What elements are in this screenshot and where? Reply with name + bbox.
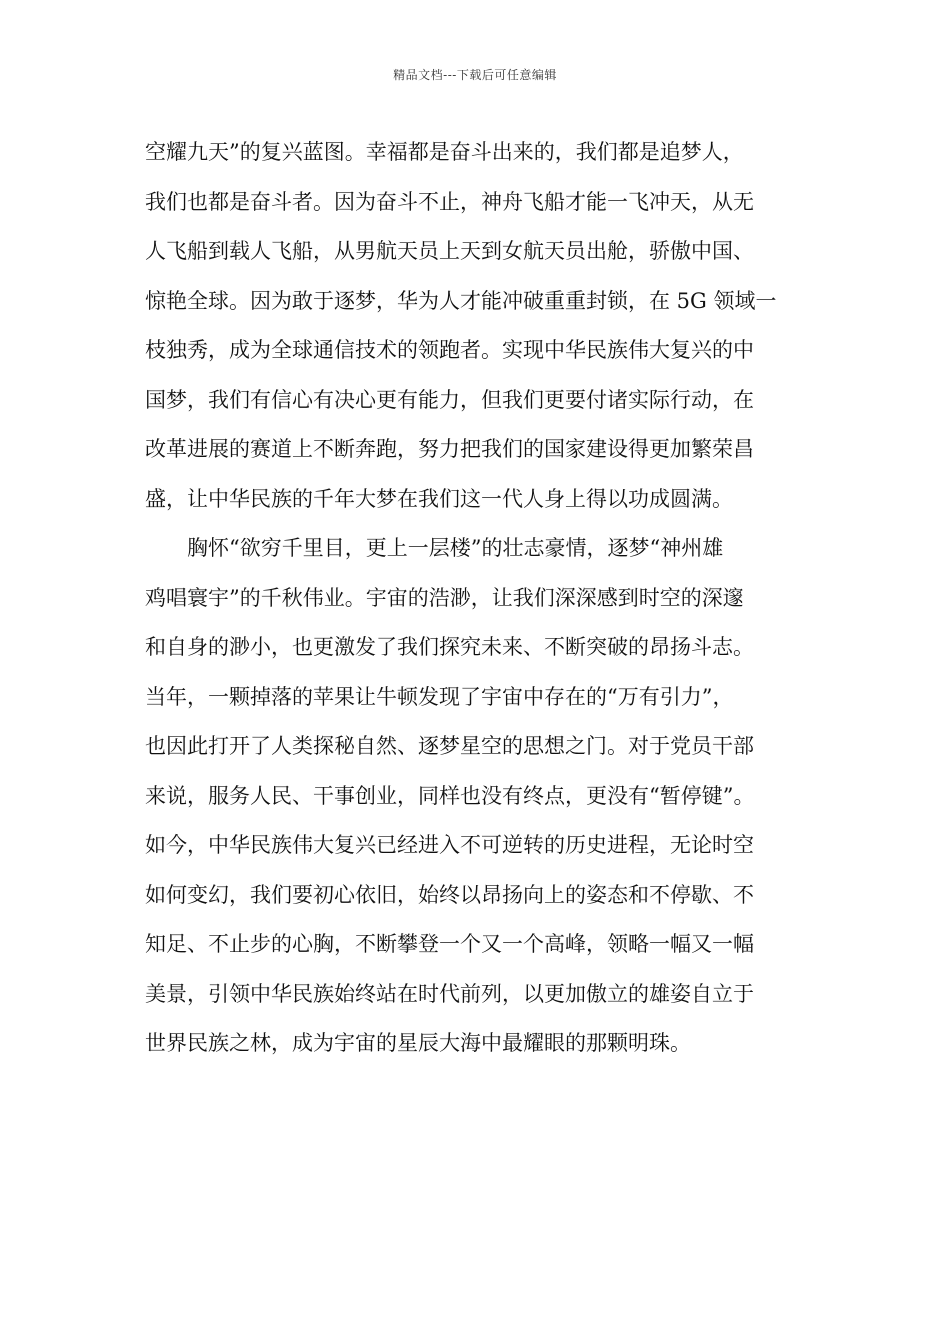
paragraph-line: 美景，引领中华民族始终站在时代前列，以更加傲立的雄姿自立于 <box>145 981 754 1006</box>
page-header: 精品文档---下载后可任意编辑 <box>393 68 557 82</box>
paragraph-line: 世界民族之林，成为宇宙的星辰大海中最耀眼的那颗明珠。 <box>145 1031 691 1055</box>
paragraph-line: 盛，让中华民族的千年大梦在我们这一代人身上得以功成圆满。 <box>145 486 733 511</box>
paragraph-line: 我们也都是奋斗者。因为奋斗不止，神舟飞船才能一飞冲天，从无 <box>145 189 754 214</box>
paragraph-line: 和自身的渺小，也更激发了我们探究未来、不断突破的昂扬斗志。 <box>145 635 754 659</box>
paragraph-line: 鸡唱寰宇”的千秋伟业。宇宙的浩渺，让我们深深感到时空的深邃 <box>145 585 744 610</box>
paragraph-line: 如今，中华民族伟大复兴已经进入不可逆转的历史进程，无论时空 <box>145 833 754 857</box>
paragraph-line: 枝独秀，成为全球通信技术的领跑者。实现中华民族伟大复兴的中 <box>145 338 754 362</box>
paragraph-line: 改革进展的赛道上不断奔跑，努力把我们的国家建设得更加繁荣昌 <box>145 437 754 461</box>
paragraph-start-line: 胸怀“欲穷千里目，更上一层楼”的壮志豪情，逐梦“神州雄 <box>187 536 724 560</box>
paragraph-line: 也因此打开了人类探秘自然、逐梦星空的思想之门。对于党员干部 <box>145 734 754 758</box>
paragraph-line: 空耀九天”的复兴蓝图。幸福都是奋斗出来的，我们都是追梦人， <box>145 140 744 164</box>
paragraph-line: 人飞船到载人飞船，从男航天员上天到女航天员出舱，骄傲中国、 <box>145 239 754 263</box>
paragraph-line: 国梦，我们有信心有决心更有能力，但我们更要付诸实际行动，在 <box>145 387 754 412</box>
paragraph-line: 知足、不止步的心胸，不断攀登一个又一个高峰，领略一幅又一幅 <box>145 932 754 956</box>
document-body <box>145 128 815 1069</box>
paragraph-line: 来说，服务人民、干事创业，同样也没有终点，更没有“暂停键”。 <box>145 783 755 808</box>
paragraph-line: 惊艳全球。因为敢于逐梦，华为人才能冲破重重封锁，在 5G 领域一 <box>145 288 777 313</box>
paragraph-line: 当年，一颗掉落的苹果让牛顿发现了宇宙中存在的“万有引力”， <box>145 684 734 709</box>
paragraph-line: 如何变幻，我们要初心依旧，始终以昂扬向上的姿态和不停歇、不 <box>145 882 754 907</box>
